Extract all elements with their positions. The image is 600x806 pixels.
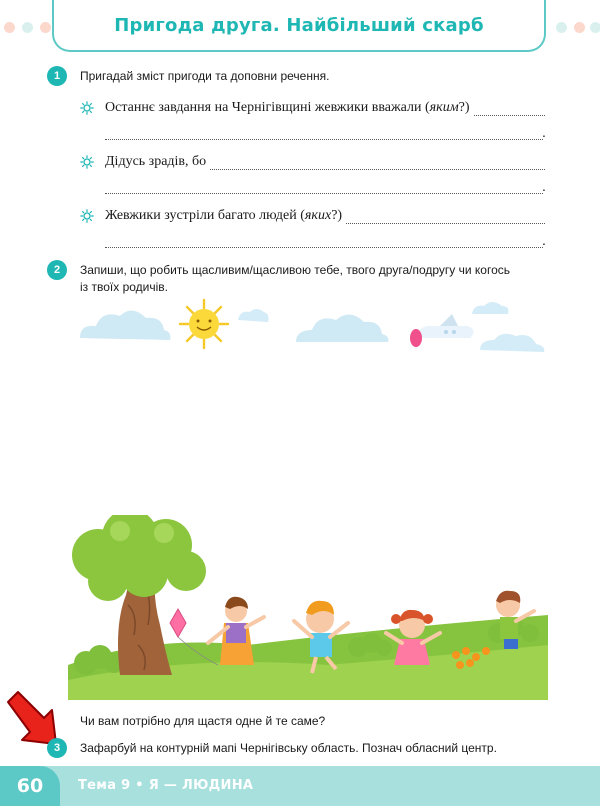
cloud-icon — [472, 302, 544, 352]
task-2-text — [80, 262, 548, 296]
airplane-icon — [410, 314, 474, 347]
sky-illustration — [60, 296, 550, 356]
sentence-3-prefix: Жевжики зустріли багато людей ( — [105, 208, 305, 223]
answer-field-3a[interactable] — [346, 211, 545, 224]
task-number-3: 3 — [47, 738, 67, 758]
answer-field-3b[interactable] — [105, 234, 543, 248]
answer-field-2b[interactable] — [105, 180, 543, 194]
task-number-1: 1 — [47, 66, 67, 86]
page-number: 60 — [0, 766, 60, 806]
answer-field-1b[interactable] — [105, 126, 543, 140]
answer-field-1a[interactable] — [474, 103, 545, 116]
task-2-text-line2: із твоїх родичів. — [80, 280, 168, 294]
sun-bullet-icon — [80, 155, 94, 169]
sun-icon — [180, 300, 228, 348]
footer-topic: Тема 9 • Я — ЛЮДИНА — [78, 778, 254, 793]
page-title: Пригода друга. Найбільший скарб — [114, 14, 484, 36]
answer-field-2a[interactable] — [210, 157, 545, 170]
sentence-1-prefix: Останнє завдання на Чернігівщині жевжики вважали ( — [105, 100, 430, 115]
cloud-icon — [80, 310, 170, 340]
meadow-illustration — [68, 515, 548, 700]
sentence-3-suffix: ?) — [331, 208, 343, 223]
sun-bullet-icon — [80, 101, 94, 115]
question-text: Чи вам потрібно для щастя одне й те саме? — [80, 714, 326, 728]
task-number-2: 2 — [47, 260, 67, 280]
title-tab — [52, 0, 546, 52]
sentence-1-suffix: ?) — [458, 100, 470, 115]
cloud-icon — [296, 314, 388, 342]
task-1-text: Пригадай зміст пригоди та доповни речення. — [80, 69, 330, 83]
sentence-2-prefix: Дідусь зрадів, бо — [105, 154, 207, 169]
task-3-text: Зафарбуй на контурній мапі Чернігівську область. Познач обласний центр. — [80, 741, 497, 755]
cloud-icon — [238, 309, 269, 322]
tree-crown — [72, 515, 206, 601]
task-2-text-line1: Запиши, що робить щасливим/щасливою тебе, твого друга/подругу чи когось — [80, 263, 511, 277]
sentence-3-hint: яких — [304, 208, 332, 223]
sentence-1-hint: яким — [429, 100, 459, 115]
sun-bullet-icon — [80, 209, 94, 223]
